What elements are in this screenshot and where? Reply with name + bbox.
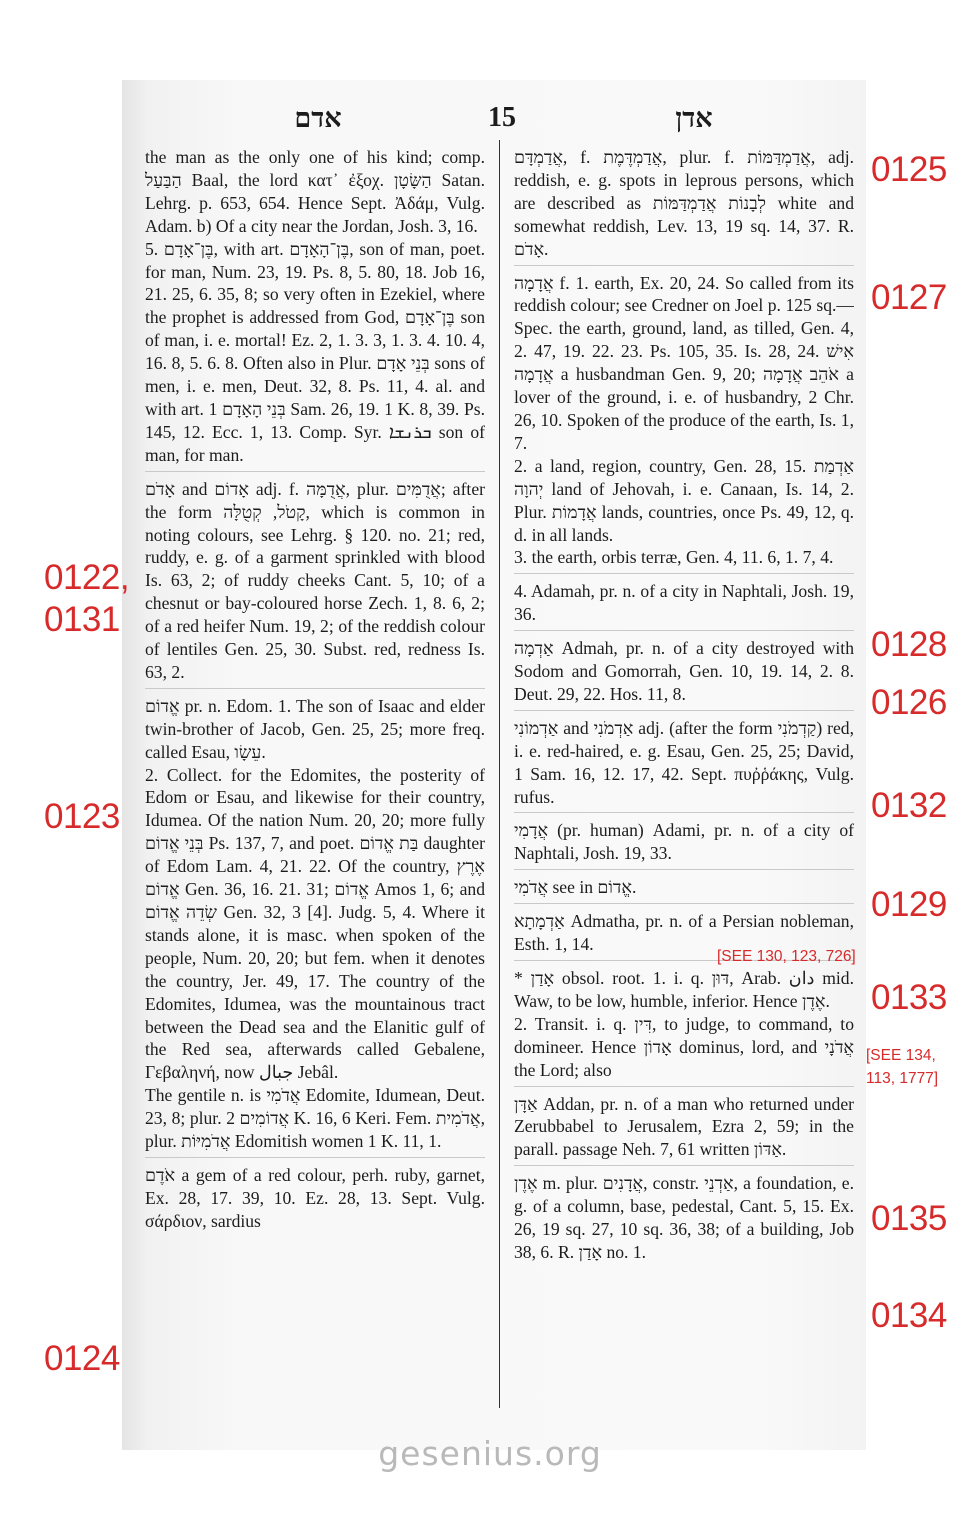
site-watermark: gesenius.org: [378, 1434, 602, 1473]
entry-separator: [145, 471, 485, 472]
entry-adamah-earth: אֲדָמָה f. 1. earth, Ex. 20, 24. So called from its reddish colour; see Credner on Joel p. 125 sq.—Spec. the earth, ground, land, as tilled, Gen. 4, 2. 47, 19. 22. 23. Ps. 105, 35. Is. 28, 24. אִישׁ אֲדָמָה a husbandman Gen. 9, 20; אֹהֵב אֲדָמָה a lover of the ground, i. e. of husbandry, 2 Chr. 26, 10. Spoken of the produce of the earth, Is. 1, 7.: [514, 272, 854, 453]
cross-ref-see-134-line1[interactable]: [SEE 134,: [866, 1047, 936, 1064]
page-number: 15: [488, 102, 516, 133]
entry-number-0124[interactable]: 0124: [44, 1339, 120, 1378]
entry-separator: [514, 1165, 854, 1166]
entry-number-0132[interactable]: 0132: [871, 786, 947, 825]
entry-number-0135[interactable]: 0135: [871, 1199, 947, 1238]
entry-adan-root: * אָדַן obsol. root. 1. i. q. דּוּן, Arab. دان mid. Waw, to be low, humble, inferior. Hence אֶדֶן.: [514, 968, 854, 1011]
entry-adom-red: אָדֹם and אָדוֹם adj. f. אֲדֻמָּה, plur. אֲדֻמִּים; after the form קָטֹל, קְטֻלָּה, which is common in noting colours, see Lehrg. § 120. no. 21; red, ruddy, e. g. of a garment sprinkled with blood Is. 63, 2; of ruddy cheeks Cant. 5, 10; of a chesnut or bay-coloured horse Zech. 1, 8. 6, 2; of a red heifer Num. 19, 2; of the reddish colour of lentiles Gen. 25, 30. Subst. red, redness Is. 63, 2.: [145, 478, 485, 682]
entry-adamah-land: 2. a land, region, country, Gen. 28, 15. אַדְמַת יְהוָה land of Jehovah, i. e. Canaan, Is. 14, 2. Plur. אֲדָמוֹת lands, countries, once Ps. 49, 12, q. d. in all lands.: [514, 455, 854, 545]
entry-separator: [514, 573, 854, 574]
column-divider: [499, 140, 500, 1408]
entry-admatha: אַדְמָתָא Admatha, pr. n. of a Persian nobleman, Esth. 1, 14.: [514, 911, 854, 955]
entry-addan: אַדָּן Addan, pr. n. of a man who returned under Zerubbabel to Jerusalem, Ezra 2, 59; in the parall. passage Neh. 7, 61 written אַדּוֹן.: [514, 1093, 854, 1160]
entry-odem-gem: אֹדֶם a gem of a red colour, perh. ruby, garnet, Ex. 28, 17. 39, 10. Ez. 28, 13. Sept. Vulg. σάρδιον, sardius: [145, 1164, 485, 1231]
entry-adamah-orbis: 3. the earth, orbis terræ, Gen. 4, 11. 6, 1. 7, 4.: [514, 547, 834, 568]
entry-separator: [514, 903, 854, 904]
entry-text-continued: the man as the only one of his kind; comp. הַבַּעַל Baal, the lord κατ᾽ ἐξοχ. הַשָּׂטָן Satan. Lehrg. p. 653, 654. Hence Sept. Ἀδάμ, Vulg. Adam. b) Of a city near the Jordan, Josh. 3, 16.: [145, 147, 485, 236]
left-column: [145, 146, 485, 1233]
entry-adamdam: אֲדַמְדָּם, f. אֲדַמְדֶּמֶת, plur. f. אֲדַמְדַּמּוֹת, adj. reddish, e. g. spots in leprous persons, which are described as לְבָנוֹת אֲדַמְדַּמּוֹת white and somewhat reddish, Lev. 13, 19 sq. 14, 37. R. אָדֹם.: [514, 147, 854, 259]
entry-edomite: The gentile n. is אֲדֹמִי Edomite, Idumean, Deut. 23, 8; plur. אֲדוֹמִים 2 K. 16, 6 Keri. Fem. אֲדֹמִית, plur. אֲדֹמִיּוֹת Edomitish women 1 K. 11, 1.: [145, 1085, 485, 1152]
entry-number-0128[interactable]: 0128: [871, 625, 947, 664]
entry-separator: [145, 1157, 485, 1158]
entry-separator: [514, 812, 854, 813]
entry-admah: אַדְמָה Admah, pr. n. of a city destroyed with Sodom and Gomorrah, Gen. 10, 19. 14, 2. 8. Deut. 29, 22. Hos. 11, 8.: [514, 638, 854, 704]
entry-eden-foundation: אֶדֶן m. plur. אֲדָנִים, constr. אַדְנֵי, a foundation, e. g. of a column, base, pedestal, Cant. 5, 15. Ex. 26, 19 sq. 27, 10 sq. 36, 38; of a building, Job 38, 6. R. אָדַן no. 1.: [514, 1173, 854, 1262]
entry-number-0126[interactable]: 0126: [871, 683, 947, 722]
entry-number-0127[interactable]: 0127: [871, 278, 947, 317]
entry-number-0134[interactable]: 0134: [871, 1296, 947, 1335]
running-head-right: אדן: [675, 103, 713, 133]
entry-number-0122[interactable]: 0122,: [44, 558, 130, 597]
entry-adomi-see: אֲדֹמִי see in אֱדוֹם.: [514, 877, 637, 898]
entry-text-son-of-man: 5. בֶּן־אָדָם, with art. בֶּן־הָאָדָם, son of man, poet. for man, Num. 23, 19. Ps. 8, 5. 80, 18. Job 16, 21. 25, 6. 35, 8; so very often in Ezekiel, where the prophet is addressed from God, בֶּן־אָדָם son of man, i. e. mortal! Ez. 2, 1. 3. 3, 1. 3. 4. 10. 4, 16. 8, 5. 6. 8. Often also in Plur. בְּנֵי אָדָם sons of men, i. e. men, Deut. 32, 8. Ps. 11, 4. al. and with art. בְּנֵי הָאָדָם 1 Sam. 26, 19. 1 K. 8, 39. Ps. 145, 12. Ecc. 1, 13. Comp. Syr. ܒܪܢܫܐ son of man, for man.: [145, 238, 485, 465]
entry-adamah-city: 4. Adamah, pr. n. of a city in Naphtali, Josh. 19, 36.: [514, 581, 854, 625]
entry-adami: אֲדָמִי (pr. human) Adami, pr. n. of a city of Naphtali, Josh. 19, 33.: [514, 820, 854, 864]
entry-number-0125[interactable]: 0125: [871, 150, 947, 189]
entry-separator: [514, 710, 854, 711]
entry-edom: אֱדוֹם pr. n. Edom. 1. The son of Isaac and elder twin-brother of Jacob, Gen. 25, 25; more freq. called Esau, עֵשָׂו.: [145, 695, 485, 762]
entry-adan-transit: 2. Transit. i. q. דִּין, to judge, to command, to domineer. Hence אָדוֹן dominus, lord, and אֲדֹנָי the Lord; also: [514, 1013, 854, 1080]
entry-separator: [514, 1086, 854, 1087]
entry-separator: [514, 265, 854, 266]
cross-ref-see-134-line2[interactable]: 113, 1777]: [866, 1070, 939, 1087]
entry-separator: [514, 869, 854, 870]
entry-number-0131[interactable]: 0131: [44, 600, 120, 639]
entry-number-0129[interactable]: 0129: [871, 885, 947, 924]
entry-separator: [145, 688, 485, 689]
cross-ref-see-130[interactable]: [SEE 130, 123, 726]: [717, 948, 856, 965]
right-column: [514, 146, 854, 1264]
running-head-left: אדם: [294, 103, 342, 133]
entry-number-0133[interactable]: 0133: [871, 978, 947, 1017]
entry-admoni: אַדְמוֹנִי and אַדְמֹנִי adj. (after the form קַדְמֹנִי) red, i. e. red-haired, e. g. Esau, Gen. 25, 25; David, 1 Sam. 16, 12. 17, 42. Sept. πυῤῥάκης, Vulg. rufus.: [514, 717, 854, 807]
entry-edom-collective: 2. Collect. for the Edomites, the posterity of Edom or Esau, and likewise for their country, Idumea. Of the nation Num. 20, 20; more fully בְּנֵי אֱדוֹם Ps. 137, 7, and poet. בַּת אֱדוֹם daughter of Edom Lam. 4, 21. 22. Of the country, אֶרֶץ אֱדוֹם Gen. 36, 16. 21. 31; אֱדוֹם Amos 1, 6; and שְׂדֵה אֱדוֹם Gen. 32, 3 [4]. Judg. 5, 4. Where it stands alone, it is masc. when spoken of the people, Num. 20, 20; but fem. when it denotes the country, Jer. 49, 17. The country of the Edomites, Idumea, was the mountainous tract between the Dead sea and the Elanitic gulf of the Red sea, afterwards called Gebalene, Γεβαληνή, now جبال Jebâl.: [145, 764, 485, 1083]
entry-separator: [514, 630, 854, 631]
entry-number-0123[interactable]: 0123: [44, 797, 120, 836]
